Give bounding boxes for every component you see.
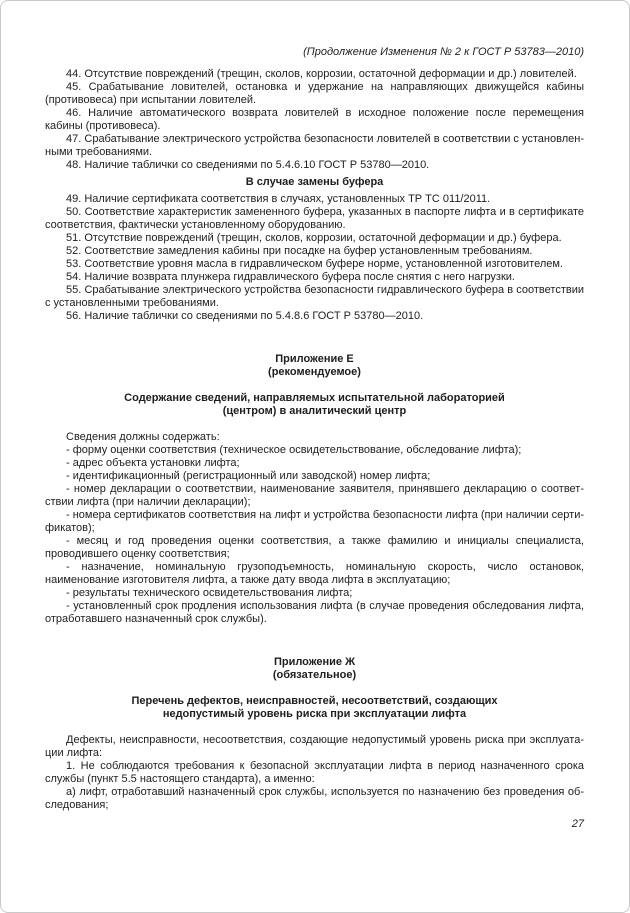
paragraph: 47. Срабатывание электрического устройства безопасности ловителей в соответствии с установленными требованиями.: [45, 133, 584, 158]
paragraph: - назначение, номинальную грузоподъемность, номинальную скорость, число остановок, наименование изготовителя лифта, а также дату ввода лифта в эксплуатацию;: [45, 561, 584, 586]
page-number: 27: [571, 818, 584, 830]
paragraph: - номера сертификатов соответствия на лифт и устройства безопасности лифта (при наличии сертификатов);: [45, 509, 585, 534]
paragraph: 46. Наличие автоматического возврата ловителей в исходное положение после перемещения кабины (противовеса).: [45, 107, 584, 132]
section-title: Содержание сведений, направляемых испытательной лабораторией (центром) в аналитический центр: [124, 392, 505, 417]
paragraph: 56. Наличие таблички со сведениями по 5.4.8.6 ГОСТ Р 53780—2010.: [66, 310, 424, 322]
centered-subheading: В случае замены буфера: [245, 176, 384, 188]
paragraph: 51. Отсутствие повреждений (трещин, сколов, коррозии, остаточной деформации и др.) буфера.: [66, 232, 562, 244]
paragraph: Дефекты, неисправности, несоответствия, создающие недопустимый уровень риска при эксплуатации лифта:: [45, 734, 584, 759]
paragraph: 45. Срабатывание ловителей, остановка и удержание на направляющих движущейся кабины (противовеса) при испытании ловителей.: [45, 81, 584, 106]
paragraph: 49. Наличие сертификата соответствия в случаях, установленных ТР ТС 011/2011.: [66, 193, 491, 205]
document-body: [45, 68, 584, 812]
paragraph: - форму оценки соответствия (техническое освидетельствование, обследование лифта);: [66, 444, 522, 456]
section-title: Перечень дефектов, неисправностей, несоответствий, создающих недопустимый уровень риска при эксплуатации лифта: [131, 695, 498, 720]
paragraph: 44. Отсутствие повреждений (трещин, сколов, коррозии, остаточной деформации и др.) ловителей.: [66, 68, 577, 80]
paragraph: - результаты технического освидетельствования лифта;: [66, 587, 353, 599]
paragraph: - месяц и год проведения оценки соответствия, а также фамилию и инициалы специалиста, проводившего оценку соответствия;: [45, 535, 584, 560]
paragraph: Сведения должны содержать:: [66, 431, 220, 443]
paragraph: - идентификационный (регистрационный или заводской) номер лифта;: [66, 470, 431, 482]
paragraph: - номер декларации о соответствии, наименование заявителя, принявшего декларацию о соответствии лифта (при наличии декларации);: [45, 483, 584, 508]
paragraph: а) лифт, отработавший назначенный срок службы, используется по назначению без проведения обследования;: [45, 786, 584, 811]
appendix-heading: Приложение Ж (обязательное): [272, 656, 357, 681]
paragraph: 55. Срабатывание электрического устройства безопасности гидравлического буфера в соответствии с установленными требованиями.: [45, 284, 584, 309]
paragraph: 50. Соответствие характеристик замененного буфера, указанных в паспорте лифта и в сертификате соответствия, фактически установленному оборудованию.: [45, 206, 584, 231]
appendix-heading: Приложение Е (рекомендуемое): [268, 353, 361, 378]
paragraph: - адрес объекта установки лифта;: [66, 457, 240, 469]
paragraph: - установленный срок продления использования лифта (в случае проведения обследования лифта, отработавшего назначенный срок службы).: [45, 600, 584, 625]
paragraph: 53. Соответствие уровня масла в гидравлическом буфере норме, установленной изготовителем.: [66, 258, 563, 270]
paragraph: 1. Не соблюдаются требования к безопасной эксплуатации лифта в период назначенного срока службы (пункт 5.5 настоящего стандарта), а именно:: [45, 760, 584, 785]
paragraph: 54. Наличие возврата плунжера гидравлического буфера после снятия с него нагрузки.: [66, 271, 515, 283]
paragraph: 48. Наличие таблички со сведениями по 5.4.6.10 ГОСТ Р 53780—2010.: [66, 159, 430, 171]
paragraph: 52. Соответствие замедления кабины при посадке на буфер установленным требованиям.: [66, 245, 533, 257]
header-continuation-note: (Продолжение Изменения № 2 к ГОСТ Р 53783—2010): [303, 46, 584, 58]
